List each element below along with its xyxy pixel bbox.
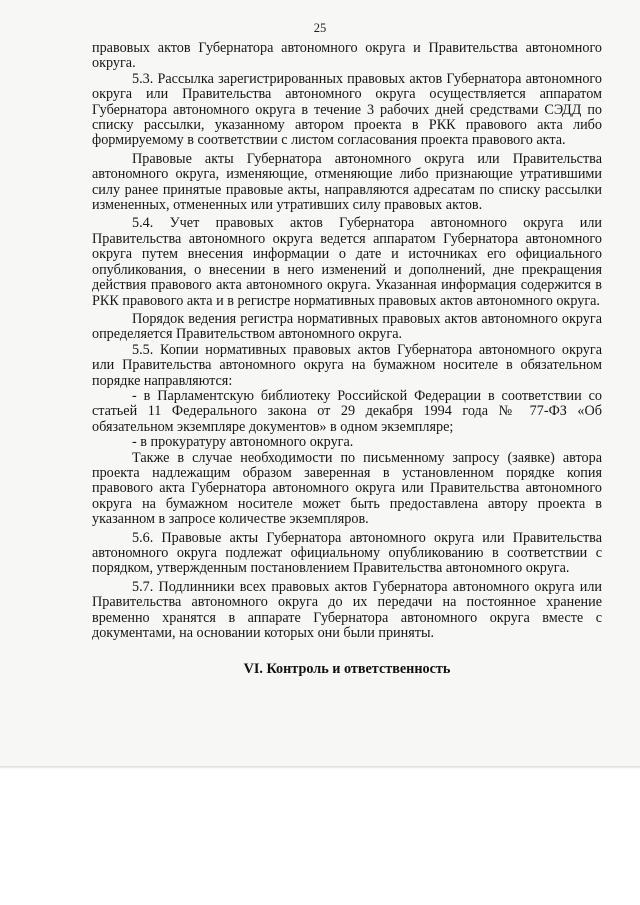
- paragraph-5-4-register: Порядок ведения регистра нормативных правовых актов автономного округа определяется Правительством автономного округа.: [92, 310, 602, 343]
- paragraph-continuation: правовых актов Губернатора автономного округа и Правительства автономного округа.: [92, 40, 602, 72]
- paragraph-5-3: 5.3. Рассылка зарегистрированных правовых актов Губернатора автономного округа или Правительства автономного округа осуществляется аппаратом Губернатора автономного округа в течение 3 рабочих дней средствами СЭДД по списку рассылки, указанному автором проекта в РКК правового акта либо формируемому в соответствии с листом согласования проекта правового акта.: [92, 70, 602, 149]
- section-heading: VI. Контроль и ответственность: [243, 661, 451, 677]
- paragraph-5-6: 5.6. Правовые акты Губернатора автономного округа или Правительства автономного округа подлежат официальному опубликованию в соответствии с порядком, утвержденным постановлением Правительства автономного округа.: [92, 529, 602, 577]
- list-item-library: - в Парламентскую библиотеку Российской Федерации в соответствии со статьей 11 Федерального закона от 29 декабря 1994 года № 77-ФЗ «Об обязательном экземпляре документов» в одном экземпляре;: [92, 387, 602, 435]
- list-item-prosecutor: - в прокуратуру автономного округа.: [132, 434, 354, 451]
- page-number: 25: [313, 21, 327, 35]
- paragraph-5-5: 5.5. Копии нормативных правовых актов Губернатора автономного округа или Правительства автономного округа на бумажном носителе в обязательном порядке направляются:: [92, 341, 602, 389]
- paragraph-5-4: 5.4. Учет правовых актов Губернатора автономного округа или Правительства автономного округа ведется аппаратом Губернатора автономного округа путем внесения информации о дате и источниках его официального опубликования, о внесении в него изменений и дополнений, дне прекращения действия правового акта автономного округа. Указанная информация содержится в РКК правового акта и в регистре нормативных правовых актов автономного округа.: [92, 215, 602, 309]
- paragraph-5-7: 5.7. Подлинники всех правовых актов Губернатора автономного округа или Правительства автономного округа до их передачи на постоянное хранение временно хранятся в аппарате Губернатора автономного округа вместе с документами, на основании которых они были приняты.: [92, 578, 602, 642]
- scan-edge-divider: [0, 766, 640, 769]
- document-body: [92, 41, 602, 641]
- paragraph-5-5-copies: Также в случае необходимости по письменному запросу (заявке) автора проекта надлежащим образом заверенная в установленном порядке копия правового акта Губернатора автономного округа или Правительства автономного округа на бумажном носителе может быть предоставлена автору проекта в указанном в запросе количестве экземпляров.: [92, 449, 602, 528]
- paragraph-5-3-amended-acts: Правовые акты Губернатора автономного округа или Правительства автономного округа, изменяющие, отменяющие либо признающие утратившими силу ранее принятые правовые акты, направляются адресатам по списку рассылки измененных, отмененных или утративших силу правовых актов.: [92, 150, 602, 214]
